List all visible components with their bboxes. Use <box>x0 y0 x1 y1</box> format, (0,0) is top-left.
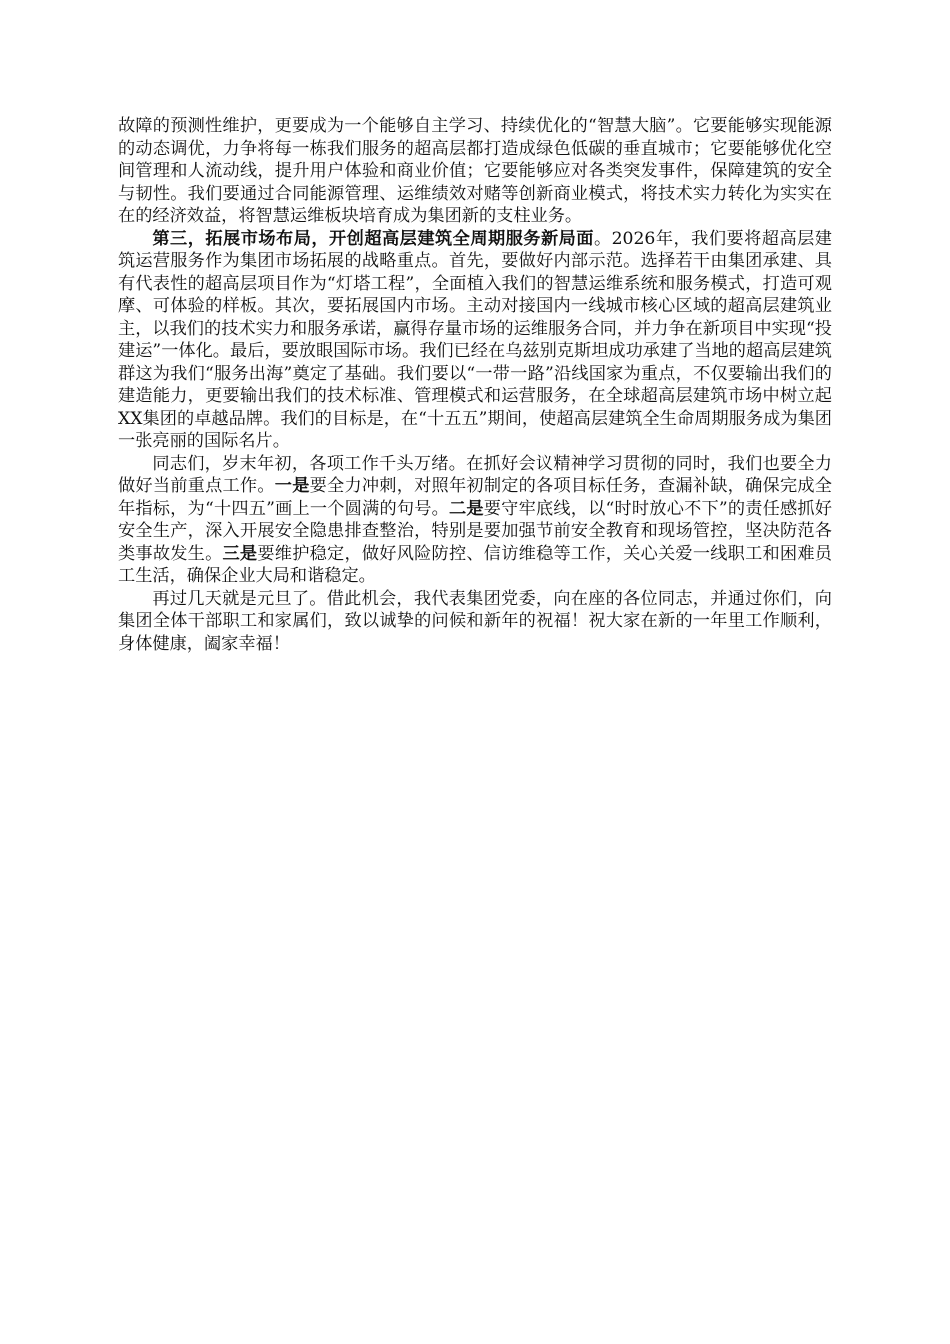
item-2-text: 要守牢底线，以“时时放心不下”的责任感抓好安全生产，深入开展安全隐患排查整治，特别是要加强节前安全教育和现场管控，坚决防范各类事故发生。 <box>118 498 832 564</box>
item-3-label: 三是 <box>222 543 258 564</box>
item-1-label: 一是 <box>274 476 310 496</box>
paragraph-2-text: 。2026年，我们要将超高层建筑运营服务作为集团市场拓展的战略重点。首先，要做好内部示范。选择若干由集团承建、具有代表性的超高层项目作为“灯塔工程”，全面植入我们的智慧运维系统和服务模式，打造可观摩、可体验的样板。其次，要拓展国内市场。主动对接国内一线城市核心区域的超高层建筑业主，以我们的技术实力和服务承诺，赢得存量市场的运维服务合同，并力争在新项目中实现“投建运”一体化。最后，要放眼国际市场。我们已经在乌兹别克斯坦成功承建了当地的超高层建筑群这为我们“服务出海”奠定了基础。我们要以“一带一路”沿线国家为重点，不仅要输出我们的建造能力，更要输出我们的技术标准、管理模式和运营服务，在全球超高层建筑市场中树立起XX集团的卓越品牌。我们的目标是，在“十五五”期间，使超高层建筑全生命周期服务成为集团一张亮丽的国际名片。 <box>118 228 832 451</box>
paragraph-1-text: 故障的预测性维护，更要成为一个能够自主学习、持续优化的“智慧大脑”。它要能够实现能源的动态调优，力争将每一栋我们服务的超高层都打造成绿色低碳的垂直城市；它要能够优化空间管理和人流动线，提升用户体验和商业价值；它要能够应对各类突发事件，保障建筑的安全与韧性。我们要通过合同能源管理、运维绩效对赌等创新商业模式，将技术实力转化为实实在在的经济效益，将智慧运维板块培育成为集团新的支柱业务。 <box>118 116 832 226</box>
paragraph-4-text: 再过几天就是元旦了。借此机会，我代表集团党委，向在座的各位同志，并通过你们，向集团全体干部职工和家属们，致以诚挚的问候和新年的祝福！祝大家在新的一年里工作顺利，身体健康，阖家幸福！ <box>118 588 832 654</box>
paragraph-4 <box>118 588 832 656</box>
document-page <box>118 115 832 655</box>
paragraph-2-heading: 第三，拓展市场布局，开创超高层建筑全周期服务新局面 <box>152 228 594 249</box>
paragraph-3-intro: 同志们，岁末年初，各项工作千头万绪。在抓好会议精神学习贯彻的同时，我们也要全力做好当前重点工作。 <box>118 453 832 496</box>
item-1-text: 要全力冲刺，对照年初制定的各项目标任务，查漏补缺，确保完成全年指标，为“十四五”画上一个圆满的句号。 <box>118 476 832 519</box>
paragraph-3 <box>118 453 832 588</box>
item-2-label: 二是 <box>449 498 484 519</box>
paragraph-2 <box>118 228 832 453</box>
item-3-text: 要维护稳定，做好风险防控、信访维稳等工作，关心关爱一线职工和困难员工生活，确保企业大局和谐稳定。 <box>118 543 832 586</box>
paragraph-1 <box>118 115 832 228</box>
